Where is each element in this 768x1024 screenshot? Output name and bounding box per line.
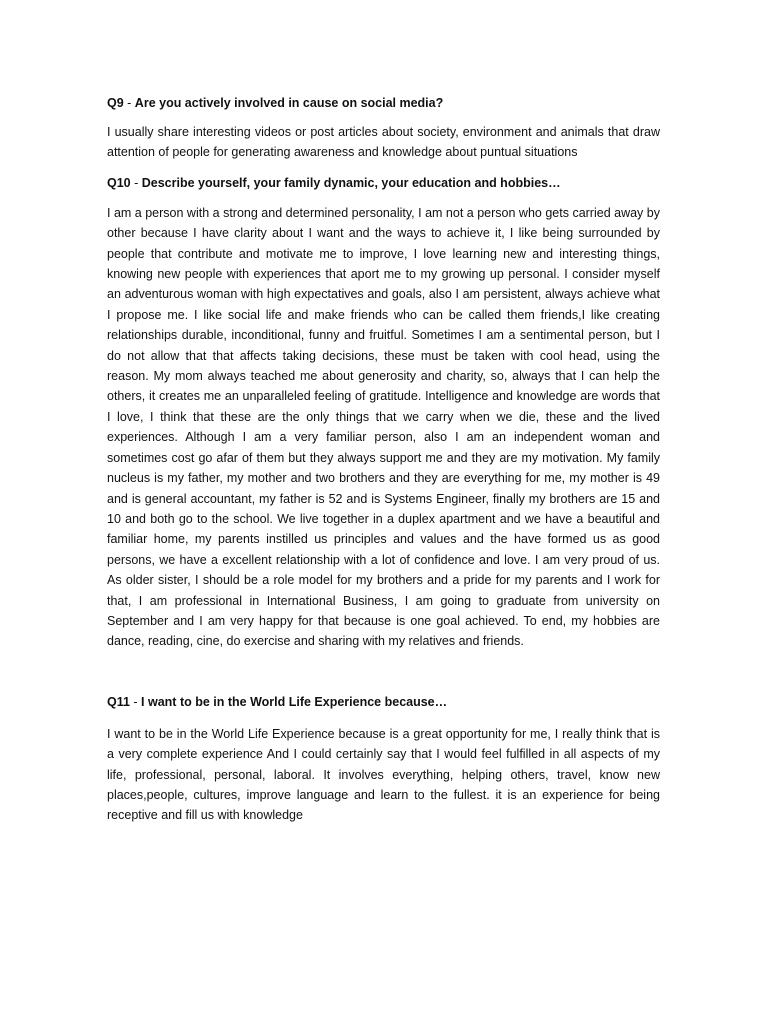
question-heading-q11 [107, 692, 660, 712]
question-heading-q9 [107, 93, 660, 113]
question-text: Are you actively involved in cause on social media? [134, 96, 444, 110]
question-number: Q9 [107, 96, 124, 110]
answer-paragraph-q10: I am a person with a strong and determined personality, I am not a person who gets carried away by other because I have clarity about I want and the ways to achieve it, I like being surrounded by people that contribute and motivate me to improve, I love learning new and interesting things, knowing new people with experiences that aport me to my growing up personal. I consider myself an adventurous woman with high expectatives and goals, also I am persistent, always achieve what I propose me. I like social life and make friends who can be called them friends,I like creating relationships durable, inconditional, funny and fruitful. Sometimes I am a sentimental person, but I do not allow that that affects taking decisions, these must be taken with cool head, using the reason. My mom always teached me about generosity and charity, so, always that I can help the others, it creates me an unparalleled feeling of gratitude. Intelligence and knowledge are words that I love, I think that these are the only things that we carry when we die, these and the lived experiences. Although I am a very familiar person, also I am an independent woman and sometimes cost go afar of them but they always support me and they are my motivation. My family nucleus is my father, my mother and two brothers and they are everything for me, my mother is 49 and is general accountant, my father is 52 and is Systems Engineer, finally my brothers are 15 and 10 and both go to the school. We live together in a duplex apartment and we have a beautiful and familiar home, my parents instilled us principles and values and the have formed us as good persons, we have a excellent relationship with a lot of confidence and love. I am very proud of us. As older sister, I should be a role model for my brothers and a pride for my parents and I work for that, I am professional in International Business, I am going to graduate from university on September and I am very happy for that because is one goal achieved. To end, my hobbies are dance, reading, cine, do exercise and sharing with my relatives and friends. [107, 205, 660, 649]
question-heading-q10 [107, 173, 660, 193]
answer-paragraph-q11: I want to be in the World Life Experience because is a great opportunity for me, I really think that is a very complete experience And I could certainly say that I would feel fulfilled in all aspects of my life, professional, personal, laboral. It involves everything, helping others, travel, know new places,people, cultures, improve language and learn to the fullest. it is an experience for being receptive and fill us with knowledge [107, 726, 660, 823]
answer-paragraph-q9: I usually share interesting videos or post articles about society, environment and animals that draw attention of people for generating awareness and knowledge about puntual situations [107, 125, 660, 160]
question-separator: - [123, 96, 135, 110]
document-page [107, 91, 660, 826]
question-text: Describe yourself, your family dynamic, your education and hobbies… [141, 175, 561, 190]
question-number: Q10 [107, 175, 131, 190]
question-separator: - [130, 175, 142, 190]
question-separator: - [129, 694, 142, 709]
question-number: Q11 [107, 694, 130, 709]
question-text: I want to be in the World Life Experience because… [141, 694, 448, 709]
